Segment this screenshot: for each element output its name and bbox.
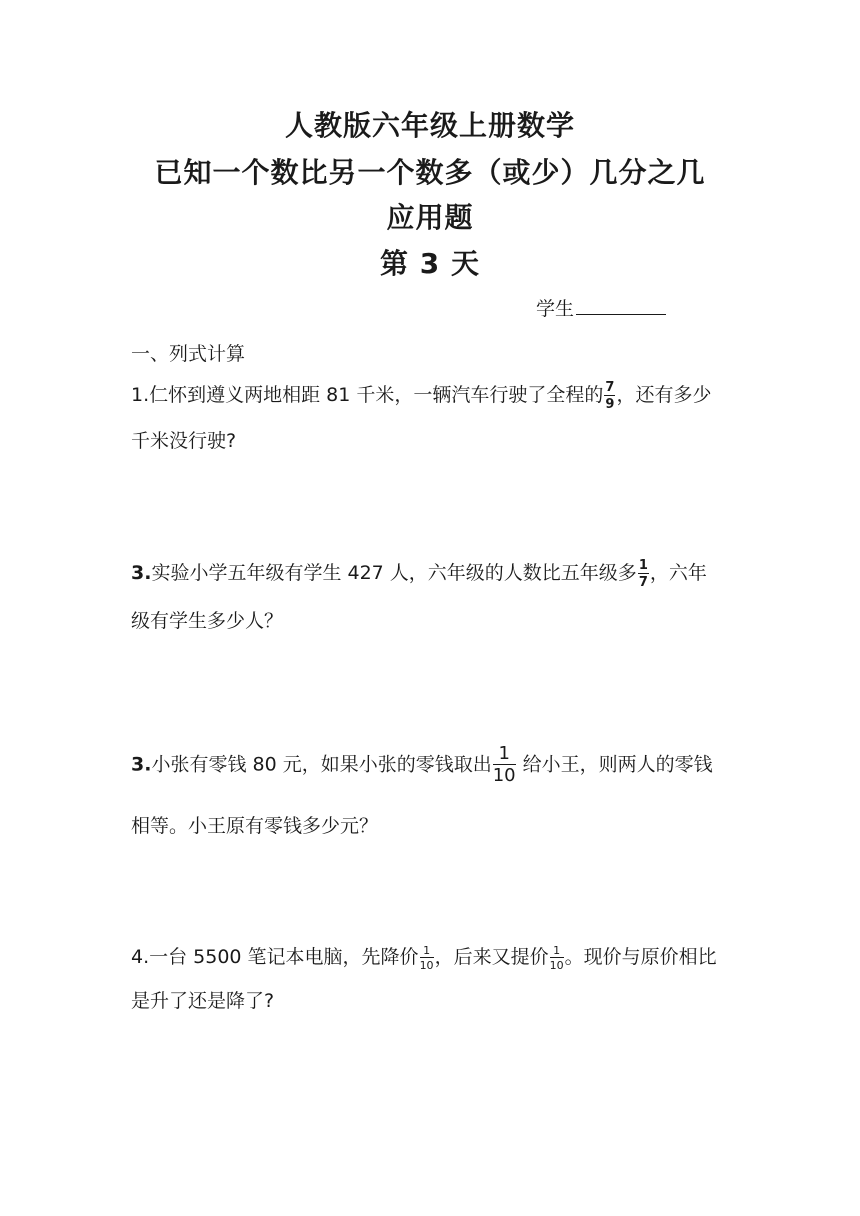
title-line-2: 已知一个数比另一个数多（或少）几分之几: [154, 156, 706, 189]
question-1-text-b: ，还有多少: [616, 384, 712, 406]
fraction-denominator: 10: [492, 765, 516, 786]
question-3-text-a: 小张有零钱 80 元，如果小张的零钱取出: [151, 753, 492, 776]
question-4-text-b: ，后来又提价: [434, 946, 549, 968]
question-4-line-1: [131, 942, 717, 972]
question-1-line-2: 千米没行驶?: [131, 430, 237, 452]
question-4-text-c: 。现价与原价相比: [564, 946, 717, 968]
fraction-numerator: 1: [550, 945, 564, 958]
fraction-denominator: 7: [638, 574, 648, 590]
question-2-text-a: 实验小学五年级有学生 427 人，六年级的人数比五年级多: [151, 562, 637, 584]
question-3-number: 3.: [131, 753, 152, 776]
question-3-text-b: 给小王，则两人的零钱: [516, 753, 713, 776]
question-3-fraction: [493, 745, 516, 785]
fraction-denominator: 10: [419, 958, 434, 972]
fraction-numerator: 1: [493, 745, 516, 765]
question-4-line-2: 是升了还是降了?: [131, 990, 275, 1012]
student-name-field: [536, 294, 666, 323]
question-4-fraction-1: [420, 945, 434, 971]
question-1-line-1: [131, 380, 711, 411]
question-2-fraction: [638, 559, 649, 589]
student-name-blank[interactable]: [576, 294, 666, 315]
question-2-line-2: 级有学生多少人？: [131, 610, 284, 632]
fraction-denominator: 10: [549, 958, 564, 972]
fraction-numerator: 1: [420, 945, 434, 958]
section-heading: 一、列式计算: [131, 343, 246, 365]
question-3-line-2: 相等。小王原有零钱多少元？: [131, 815, 379, 837]
title-line-4: 第 3 天: [380, 247, 480, 280]
question-1-text-a: 1.仁怀到遵义两地相距 81 千米，一辆汽车行驶了全程的: [131, 384, 604, 406]
question-2-text-b: ，六年: [649, 562, 707, 584]
question-4-fraction-2: [550, 945, 564, 971]
title-line-3: 应用题: [386, 201, 474, 234]
question-3-line-1: [131, 745, 713, 785]
title-line-1: 人教版六年级上册数学: [284, 109, 575, 142]
fraction-numerator: 1: [638, 557, 648, 573]
question-2-line-1: [131, 558, 707, 589]
fraction-numerator: 7: [605, 379, 615, 395]
question-1-fraction: [604, 381, 615, 411]
question-4-text-a: 4.一台 5500 笔记本电脑，先降价: [131, 946, 419, 968]
question-2-number: 3.: [131, 562, 152, 584]
fraction-denominator: 9: [605, 396, 615, 412]
student-label: 学生: [536, 298, 575, 320]
